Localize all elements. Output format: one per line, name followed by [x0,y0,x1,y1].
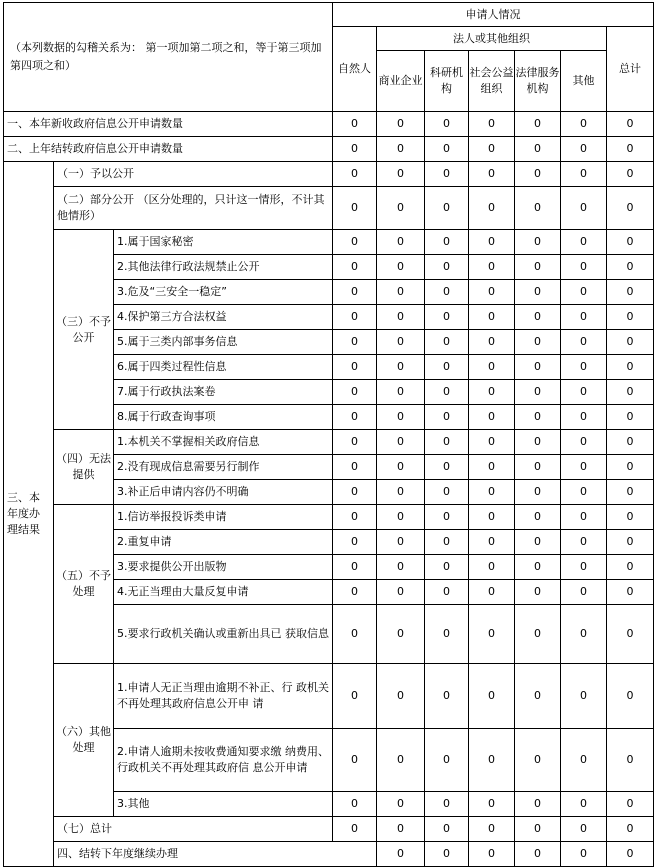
value-cell: 0 [377,187,425,230]
value-cell: 0 [425,505,469,530]
value-cell: 0 [333,137,377,162]
value-cell: 0 [515,817,561,842]
value-cell: 0 [607,137,654,162]
value-cell: 0 [333,480,377,505]
value-cell: 0 [377,817,425,842]
value-cell: 0 [515,405,561,430]
row-label: 6.属于四类过程性信息 [114,355,333,380]
value-cell: 0 [377,430,425,455]
value-cell: 0 [607,430,654,455]
value-cell: 0 [515,187,561,230]
natural-person-header: 自然人 [333,27,377,112]
value-cell: 0 [469,280,515,305]
value-cell: 0 [469,112,515,137]
row-label: 3.补正后申请内容仍不明确 [114,480,333,505]
value-cell: 0 [377,505,425,530]
row-label: （一）予以公开 [54,162,333,187]
value-cell: 0 [333,305,377,330]
value-cell: 0 [561,842,607,867]
value-cell: 0 [469,664,515,729]
row-label: （七）总计 [54,817,333,842]
value-cell: 0 [607,480,654,505]
value-cell: 0 [515,355,561,380]
value-cell: 0 [607,305,654,330]
value-cell: 0 [377,355,425,380]
value-cell: 0 [515,255,561,280]
value-cell: 0 [607,330,654,355]
value-cell: 0 [469,817,515,842]
value-cell: 0 [333,230,377,255]
value-cell: 0 [607,355,654,380]
value-cell: 0 [469,430,515,455]
value-cell: 0 [469,580,515,605]
value-cell: 0 [377,455,425,480]
value-cell: 0 [561,505,607,530]
legal-service-header: 法律服务机构 [515,51,561,112]
table-row [4,817,654,842]
value-cell: 0 [607,112,654,137]
row-label: 8.属于行政查询事项 [114,405,333,430]
value-cell: 0 [515,580,561,605]
value-cell: 0 [561,230,607,255]
table-row [4,137,654,162]
value-cell: 0 [607,255,654,280]
value-cell: 0 [469,230,515,255]
value-cell: 0 [333,380,377,405]
table-row [4,842,654,867]
row-label: 2.重复申请 [114,530,333,555]
value-cell: 0 [515,280,561,305]
value-cell: 0 [425,355,469,380]
value-cell: 0 [561,430,607,455]
value-cell: 0 [469,355,515,380]
value-cell: 0 [425,187,469,230]
value-cell: 0 [425,455,469,480]
value-cell: 0 [425,162,469,187]
value-cell: 0 [469,555,515,580]
subgroup-label: （六）其他处理 [54,664,114,817]
value-cell: 0 [607,530,654,555]
value-cell: 0 [425,405,469,430]
value-cell: 0 [377,280,425,305]
commercial-header: 商业企业 [377,51,425,112]
value-cell: 0 [607,817,654,842]
value-cell: 0 [561,137,607,162]
row-label: （二）部分公开 （区分处理的，只计这一情形，不计其他情形） [54,187,333,230]
value-cell: 0 [425,305,469,330]
table-row [4,430,654,455]
value-cell: 0 [469,605,515,664]
value-cell: 0 [469,137,515,162]
subgroup-label: （五）不予处理 [54,505,114,664]
value-cell: 0 [333,187,377,230]
row-label: 3.危及“三安全一稳定” [114,280,333,305]
government-info-disclosure-table [3,2,654,867]
value-cell: 0 [607,664,654,729]
value-cell: 0 [333,817,377,842]
research-header: 科研机构 [425,51,469,112]
value-cell: 0 [333,455,377,480]
value-cell: 0 [333,530,377,555]
value-cell: 0 [561,792,607,817]
value-cell: 0 [607,605,654,664]
value-cell: 0 [561,187,607,230]
value-cell: 0 [425,137,469,162]
value-cell: 0 [425,580,469,605]
row-label: 3.其他 [114,792,333,817]
value-cell: 0 [377,380,425,405]
value-cell: 0 [333,330,377,355]
value-cell: 0 [607,162,654,187]
applicant-header: 申请人情况 [333,3,654,27]
value-cell: 0 [425,330,469,355]
value-cell: 0 [377,230,425,255]
value-cell: 0 [607,230,654,255]
table-row [4,112,654,137]
value-cell: 0 [425,480,469,505]
value-cell: 0 [469,530,515,555]
value-cell: 0 [561,530,607,555]
value-cell: 0 [469,455,515,480]
value-cell: 0 [469,480,515,505]
value-cell: 0 [515,305,561,330]
value-cell: 0 [469,330,515,355]
value-cell: 0 [377,305,425,330]
value-cell: 0 [377,480,425,505]
value-cell: 0 [469,792,515,817]
table-row [4,162,654,187]
row-label: 3.要求提供公开出版物 [114,555,333,580]
row-label: 4.无正当理由大量反复申请 [114,580,333,605]
total-header: 总计 [607,27,654,112]
value-cell: 0 [561,480,607,505]
value-cell: 0 [515,792,561,817]
row-label: 1.信访举报投诉类申请 [114,505,333,530]
value-cell: 0 [377,842,425,867]
value-cell: 0 [561,330,607,355]
value-cell: 0 [333,664,377,729]
subgroup-label: （四）无法提供 [54,430,114,505]
value-cell: 0 [515,729,561,792]
value-cell: 0 [377,162,425,187]
value-cell: 0 [607,505,654,530]
value-cell: 0 [377,792,425,817]
table-row [4,187,654,230]
value-cell: 0 [515,605,561,664]
value-cell: 0 [333,555,377,580]
value-cell: 0 [333,355,377,380]
value-cell: 0 [607,280,654,305]
value-cell: 0 [607,380,654,405]
value-cell: 0 [607,792,654,817]
value-cell: 0 [561,555,607,580]
value-cell: 0 [561,605,607,664]
value-cell: 0 [515,430,561,455]
value-cell: 0 [515,330,561,355]
other-header: 其他 [561,51,607,112]
table-row [4,664,654,729]
value-cell: 0 [515,455,561,480]
value-cell: 0 [515,555,561,580]
value-cell: 0 [561,162,607,187]
value-cell: 0 [377,137,425,162]
row-label: 7.属于行政执法案卷 [114,380,333,405]
value-cell: 0 [425,280,469,305]
value-cell: 0 [333,430,377,455]
value-cell: 0 [515,842,561,867]
value-cell: 0 [561,355,607,380]
value-cell: 0 [333,280,377,305]
value-cell: 0 [515,505,561,530]
row-label: 一、本年新收政府信息公开申请数量 [4,112,333,137]
value-cell: 0 [425,555,469,580]
value-cell: 0 [333,255,377,280]
value-cell: 0 [377,255,425,280]
value-cell: 0 [333,605,377,664]
note-cell: （本列数据的勾稽关系为： 第一项加第二项之和，等于第三项加第四项之和） [4,3,333,112]
section-three-label: 三、本年度办理结果 [4,162,54,867]
value-cell: 0 [425,792,469,817]
value-cell: 0 [377,580,425,605]
value-cell: 0 [377,664,425,729]
social-welfare-header: 社会公益组织 [469,51,515,112]
value-cell: 0 [425,664,469,729]
value-cell: 0 [561,112,607,137]
value-cell: 0 [377,112,425,137]
value-cell: 0 [469,729,515,792]
value-cell: 0 [469,255,515,280]
value-cell: 0 [333,580,377,605]
row-label: 2.申请人逾期未按收费通知要求缴 纳费用、行政机关不再处理其政府信 息公开申请 [114,729,333,792]
row-label: 二、上年结转政府信息公开申请数量 [4,137,333,162]
row-label: 5.属于三类内部事务信息 [114,330,333,355]
value-cell: 0 [377,530,425,555]
row-label: 2.其他法律行政法规禁止公开 [114,255,333,280]
value-cell: 0 [333,405,377,430]
row-label: 2.没有现成信息需要另行制作 [114,455,333,480]
value-cell: 0 [377,555,425,580]
value-cell: 0 [515,162,561,187]
value-cell: 0 [469,162,515,187]
value-cell: 0 [515,480,561,505]
value-cell: 0 [333,505,377,530]
value-cell: 0 [607,729,654,792]
value-cell: 0 [561,305,607,330]
value-cell: 0 [377,405,425,430]
value-cell: 0 [607,555,654,580]
row-label: 1.属于国家秘密 [114,230,333,255]
value-cell: 0 [561,580,607,605]
legal-orgs-header: 法人或其他组织 [377,27,607,51]
value-cell: 0 [515,112,561,137]
row-label: 1.本机关不掌握相关政府信息 [114,430,333,455]
value-cell: 0 [515,530,561,555]
value-cell: 0 [333,792,377,817]
value-cell: 0 [561,729,607,792]
value-cell: 0 [377,330,425,355]
value-cell: 0 [425,842,469,867]
value-cell: 0 [377,729,425,792]
value-cell: 0 [607,455,654,480]
value-cell: 0 [561,664,607,729]
subgroup-label: （三）不予公开 [54,230,114,430]
value-cell: 0 [469,305,515,330]
value-cell: 0 [333,162,377,187]
value-cell: 0 [425,729,469,792]
value-cell: 0 [607,580,654,605]
value-cell: 0 [333,729,377,792]
value-cell: 0 [469,505,515,530]
value-cell: 0 [377,605,425,664]
value-cell: 0 [469,842,515,867]
value-cell: 0 [515,380,561,405]
value-cell: 0 [425,380,469,405]
value-cell: 0 [515,664,561,729]
row-label: 1.申请人无正当理由逾期不补正、行 政机关不再处理其政府信息公开申 请 [114,664,333,729]
value-cell: 0 [425,605,469,664]
value-cell: 0 [425,530,469,555]
value-cell: 0 [469,380,515,405]
value-cell: 0 [469,187,515,230]
table-row [4,505,654,530]
value-cell: 0 [607,187,654,230]
value-cell: 0 [561,817,607,842]
row-label: 四、结转下年度继续办理 [54,842,377,867]
table-row [4,230,654,255]
value-cell: 0 [515,230,561,255]
value-cell: 0 [333,112,377,137]
value-cell: 0 [607,842,654,867]
value-cell: 0 [607,405,654,430]
value-cell: 0 [515,137,561,162]
value-cell: 0 [561,455,607,480]
value-cell: 0 [425,230,469,255]
value-cell: 0 [425,817,469,842]
value-cell: 0 [561,280,607,305]
value-cell: 0 [561,380,607,405]
value-cell: 0 [469,405,515,430]
value-cell: 0 [561,405,607,430]
row-label: 4.保护第三方合法权益 [114,305,333,330]
value-cell: 0 [425,430,469,455]
value-cell: 0 [561,255,607,280]
value-cell: 0 [425,112,469,137]
value-cell: 0 [425,255,469,280]
row-label: 5.要求行政机关确认或重新出具已 获取信息 [114,605,333,664]
